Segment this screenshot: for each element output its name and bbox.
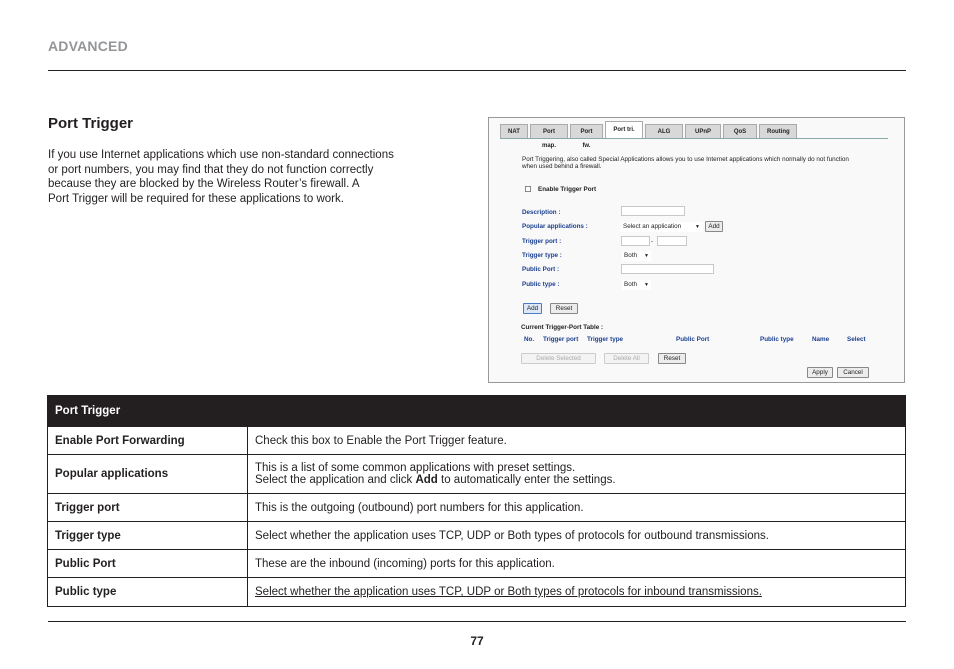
popular-applications-value: Select an application: [623, 223, 682, 230]
tab-upnp[interactable]: UPnP: [685, 124, 721, 138]
popular-applications-select[interactable]: [621, 222, 703, 232]
trigger-port-separator: -: [651, 238, 654, 245]
column-public-port: Public Port: [676, 336, 710, 343]
tab-port-fw[interactable]: Port fw.: [570, 124, 603, 138]
row-description: These are the inbound (incoming) ports for this application.: [248, 550, 906, 578]
intro-line: Port Trigger will be required for these applications to work.: [48, 192, 344, 205]
tab-port-tri[interactable]: Port tri.: [605, 121, 643, 138]
form-reset-button[interactable]: Reset: [550, 303, 578, 314]
row-description: Select whether the application uses TCP, UDP or Both types of protocols for inbound transmissions.: [248, 578, 906, 607]
intro-line: because they are blocked by the Wireless Router’s firewall. A: [48, 178, 360, 190]
table-reset-button[interactable]: Reset: [658, 353, 686, 364]
column-name: Name: [812, 336, 830, 343]
intro-paragraph: [48, 148, 468, 206]
screenshot-description: [522, 156, 849, 170]
column-trigger-port: Trigger port: [543, 336, 579, 343]
trigger-port-label: Trigger port :: [522, 238, 562, 245]
row-description-line: This is a list of some common applications with preset settings.: [255, 462, 576, 474]
row-name: Trigger type: [48, 522, 248, 550]
description-line: Port Triggering, also called Special Applications allows you to use Internet applications which normally do not function: [522, 156, 849, 163]
column-select: Select: [847, 336, 866, 343]
popular-add-button[interactable]: Add: [705, 221, 723, 232]
column-trigger-type: Trigger type: [587, 336, 624, 343]
description-label: Description :: [522, 209, 561, 216]
chevron-down-icon: ▼: [695, 224, 700, 230]
chevron-down-icon: ▼: [644, 253, 649, 259]
public-type-label: Public type :: [522, 281, 560, 288]
row-description: Select whether the application uses TCP, UDP or Both types of protocols for outbound transmissions.: [248, 522, 906, 550]
row-description: This is the outgoing (outbound) port numbers for this application.: [248, 494, 906, 522]
table-header-row: [48, 396, 906, 427]
apply-button[interactable]: Apply: [807, 367, 833, 378]
tab-bar: [500, 121, 799, 149]
popular-applications-label: Popular applications :: [522, 223, 588, 230]
trigger-type-value: Both: [624, 252, 637, 259]
row-name: Trigger port: [48, 494, 248, 522]
tab-nat[interactable]: NAT: [500, 124, 528, 138]
row-name: Enable Port Forwarding: [48, 427, 248, 455]
tab-qos[interactable]: QoS: [723, 124, 757, 138]
public-type-value: Both: [624, 281, 637, 288]
public-port-label: Public Port :: [522, 266, 560, 273]
row-description-text: Select the application and click: [255, 474, 416, 486]
row-name: Public type: [48, 578, 248, 607]
tab-underline: [500, 138, 888, 139]
router-screenshot: [488, 117, 905, 383]
table-row: [48, 455, 906, 494]
cancel-button[interactable]: Cancel: [837, 367, 869, 378]
intro-line: If you use Internet applications which use non-standard connections: [48, 149, 394, 161]
tab-alg[interactable]: ALG: [645, 124, 683, 138]
top-divider: [48, 70, 906, 71]
tab-routing[interactable]: Routing: [759, 124, 797, 138]
chevron-down-icon: ▼: [644, 282, 649, 288]
trigger-type-select[interactable]: [622, 251, 651, 261]
section-header: ADVANCED: [48, 38, 128, 54]
delete-all-button[interactable]: Delete All: [604, 353, 649, 364]
intro-line: or port numbers, you may find that they do not function correctly: [48, 163, 374, 176]
row-name: Popular applications: [48, 455, 248, 494]
column-no: No.: [524, 336, 535, 343]
public-type-select[interactable]: [622, 280, 651, 290]
delete-selected-button[interactable]: Delete Selected: [521, 353, 596, 364]
public-port-input[interactable]: [621, 264, 714, 274]
table-row: [48, 494, 906, 522]
row-name: Public Port: [48, 550, 248, 578]
table-row: [48, 427, 906, 455]
add-keyword: Add: [415, 474, 438, 486]
column-public-type: Public type: [760, 336, 794, 343]
description-input[interactable]: [621, 206, 685, 216]
enable-trigger-label: Enable Trigger Port: [538, 186, 597, 193]
port-trigger-table: [47, 395, 906, 607]
page-number: 77: [470, 634, 484, 648]
form-add-button[interactable]: Add: [523, 303, 542, 314]
enable-trigger-checkbox[interactable]: [525, 186, 531, 192]
trigger-port-end-input[interactable]: [657, 236, 687, 246]
trigger-table-title: Current Trigger-Port Table :: [521, 324, 604, 331]
table-row: [48, 522, 906, 550]
trigger-type-label: Trigger type :: [522, 252, 562, 259]
bottom-divider: [48, 621, 906, 622]
table-title: Port Trigger: [48, 396, 906, 427]
description-line: when used behind a firewall.: [522, 163, 602, 170]
trigger-port-start-input[interactable]: [621, 236, 650, 246]
row-description-text: to automatically enter the settings.: [437, 474, 616, 486]
page-title: Port Trigger: [48, 115, 134, 132]
row-description: Check this box to Enable the Port Trigger feature.: [248, 427, 906, 455]
table-row: [48, 578, 906, 607]
row-description: [248, 455, 906, 494]
tab-port-map[interactable]: Port map.: [530, 124, 568, 138]
table-row: [48, 550, 906, 578]
